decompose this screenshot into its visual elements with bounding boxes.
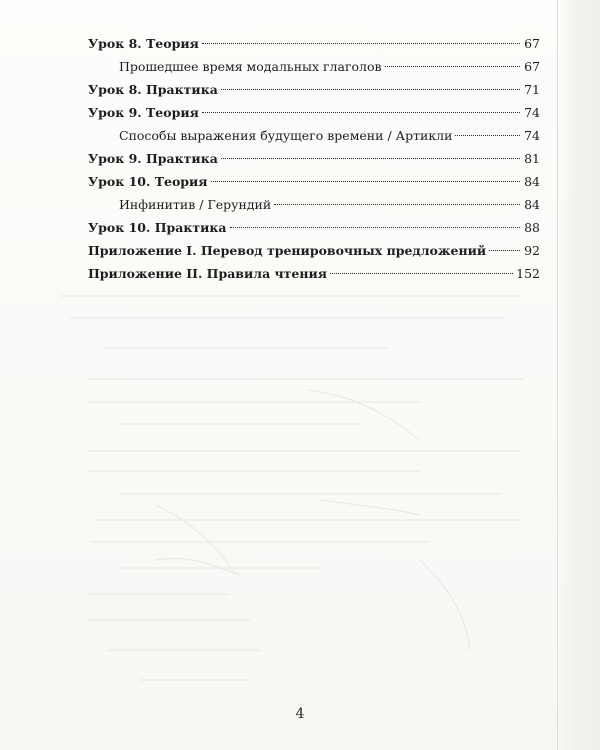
dot-leader — [330, 272, 513, 274]
toc-entry-title: Урок 9. Практика — [88, 151, 218, 166]
toc-entry-title: Инфинитив / Герундий — [119, 197, 272, 212]
toc-entry-future-time-articles — [88, 126, 540, 146]
dot-leader — [274, 203, 520, 205]
toc-entry-title: Прошедшее время модальных глаголов — [119, 59, 382, 74]
toc-entry-page: 84 — [524, 174, 540, 189]
dot-leader — [221, 157, 520, 159]
dot-leader — [230, 226, 520, 228]
toc-entry-lesson-9-practice — [88, 149, 540, 169]
toc-entry-lesson-10-practice — [88, 218, 540, 238]
toc-entry-page: 152 — [516, 266, 540, 281]
toc-entry-title: Способы выражения будущего времени / Артикли — [119, 128, 453, 143]
dot-leader — [385, 65, 520, 67]
toc-entry-appendix-2 — [88, 264, 540, 284]
toc-entry-page: 92 — [524, 243, 540, 258]
toc-entry-page: 74 — [524, 128, 540, 143]
toc-entry-infinitive-gerund — [88, 195, 540, 215]
dot-leader — [489, 249, 520, 251]
toc-entry-page: 67 — [524, 59, 540, 74]
toc-entry-lesson-9-theory — [88, 103, 540, 123]
toc-entry-page: 67 — [524, 36, 540, 51]
toc-entry-title: Урок 8. Практика — [88, 82, 218, 97]
toc-entry-page: 81 — [524, 151, 540, 166]
toc-entry-title: Урок 8. Теория — [88, 36, 199, 51]
toc-entry-lesson-8-theory — [88, 34, 540, 54]
page-edge-shadow — [557, 0, 600, 750]
table-of-contents — [88, 34, 540, 287]
page-number: 4 — [295, 706, 305, 722]
toc-entry-appendix-1 — [88, 241, 540, 261]
toc-entry-title: Приложение II. Правила чтения — [88, 266, 328, 281]
toc-entry-lesson-10-theory — [88, 172, 540, 192]
dot-leader — [455, 134, 520, 136]
dot-leader — [202, 42, 520, 44]
toc-entry-page: 84 — [524, 197, 540, 212]
toc-entry-title: Урок 10. Практика — [88, 220, 227, 235]
dot-leader — [211, 180, 520, 182]
dot-leader — [202, 111, 520, 113]
toc-entry-title: Урок 9. Теория — [88, 105, 199, 120]
dot-leader — [221, 88, 520, 90]
toc-entry-page: 74 — [524, 105, 540, 120]
toc-entry-page: 71 — [524, 82, 540, 97]
toc-entry-page: 88 — [524, 220, 540, 235]
toc-entry-title: Урок 10. Теория — [88, 174, 208, 189]
toc-entry-title: Приложение I. Перевод тренировочных предложений — [88, 243, 487, 258]
toc-entry-lesson-8-practice — [88, 80, 540, 100]
toc-entry-modal-past-tense — [88, 57, 540, 77]
